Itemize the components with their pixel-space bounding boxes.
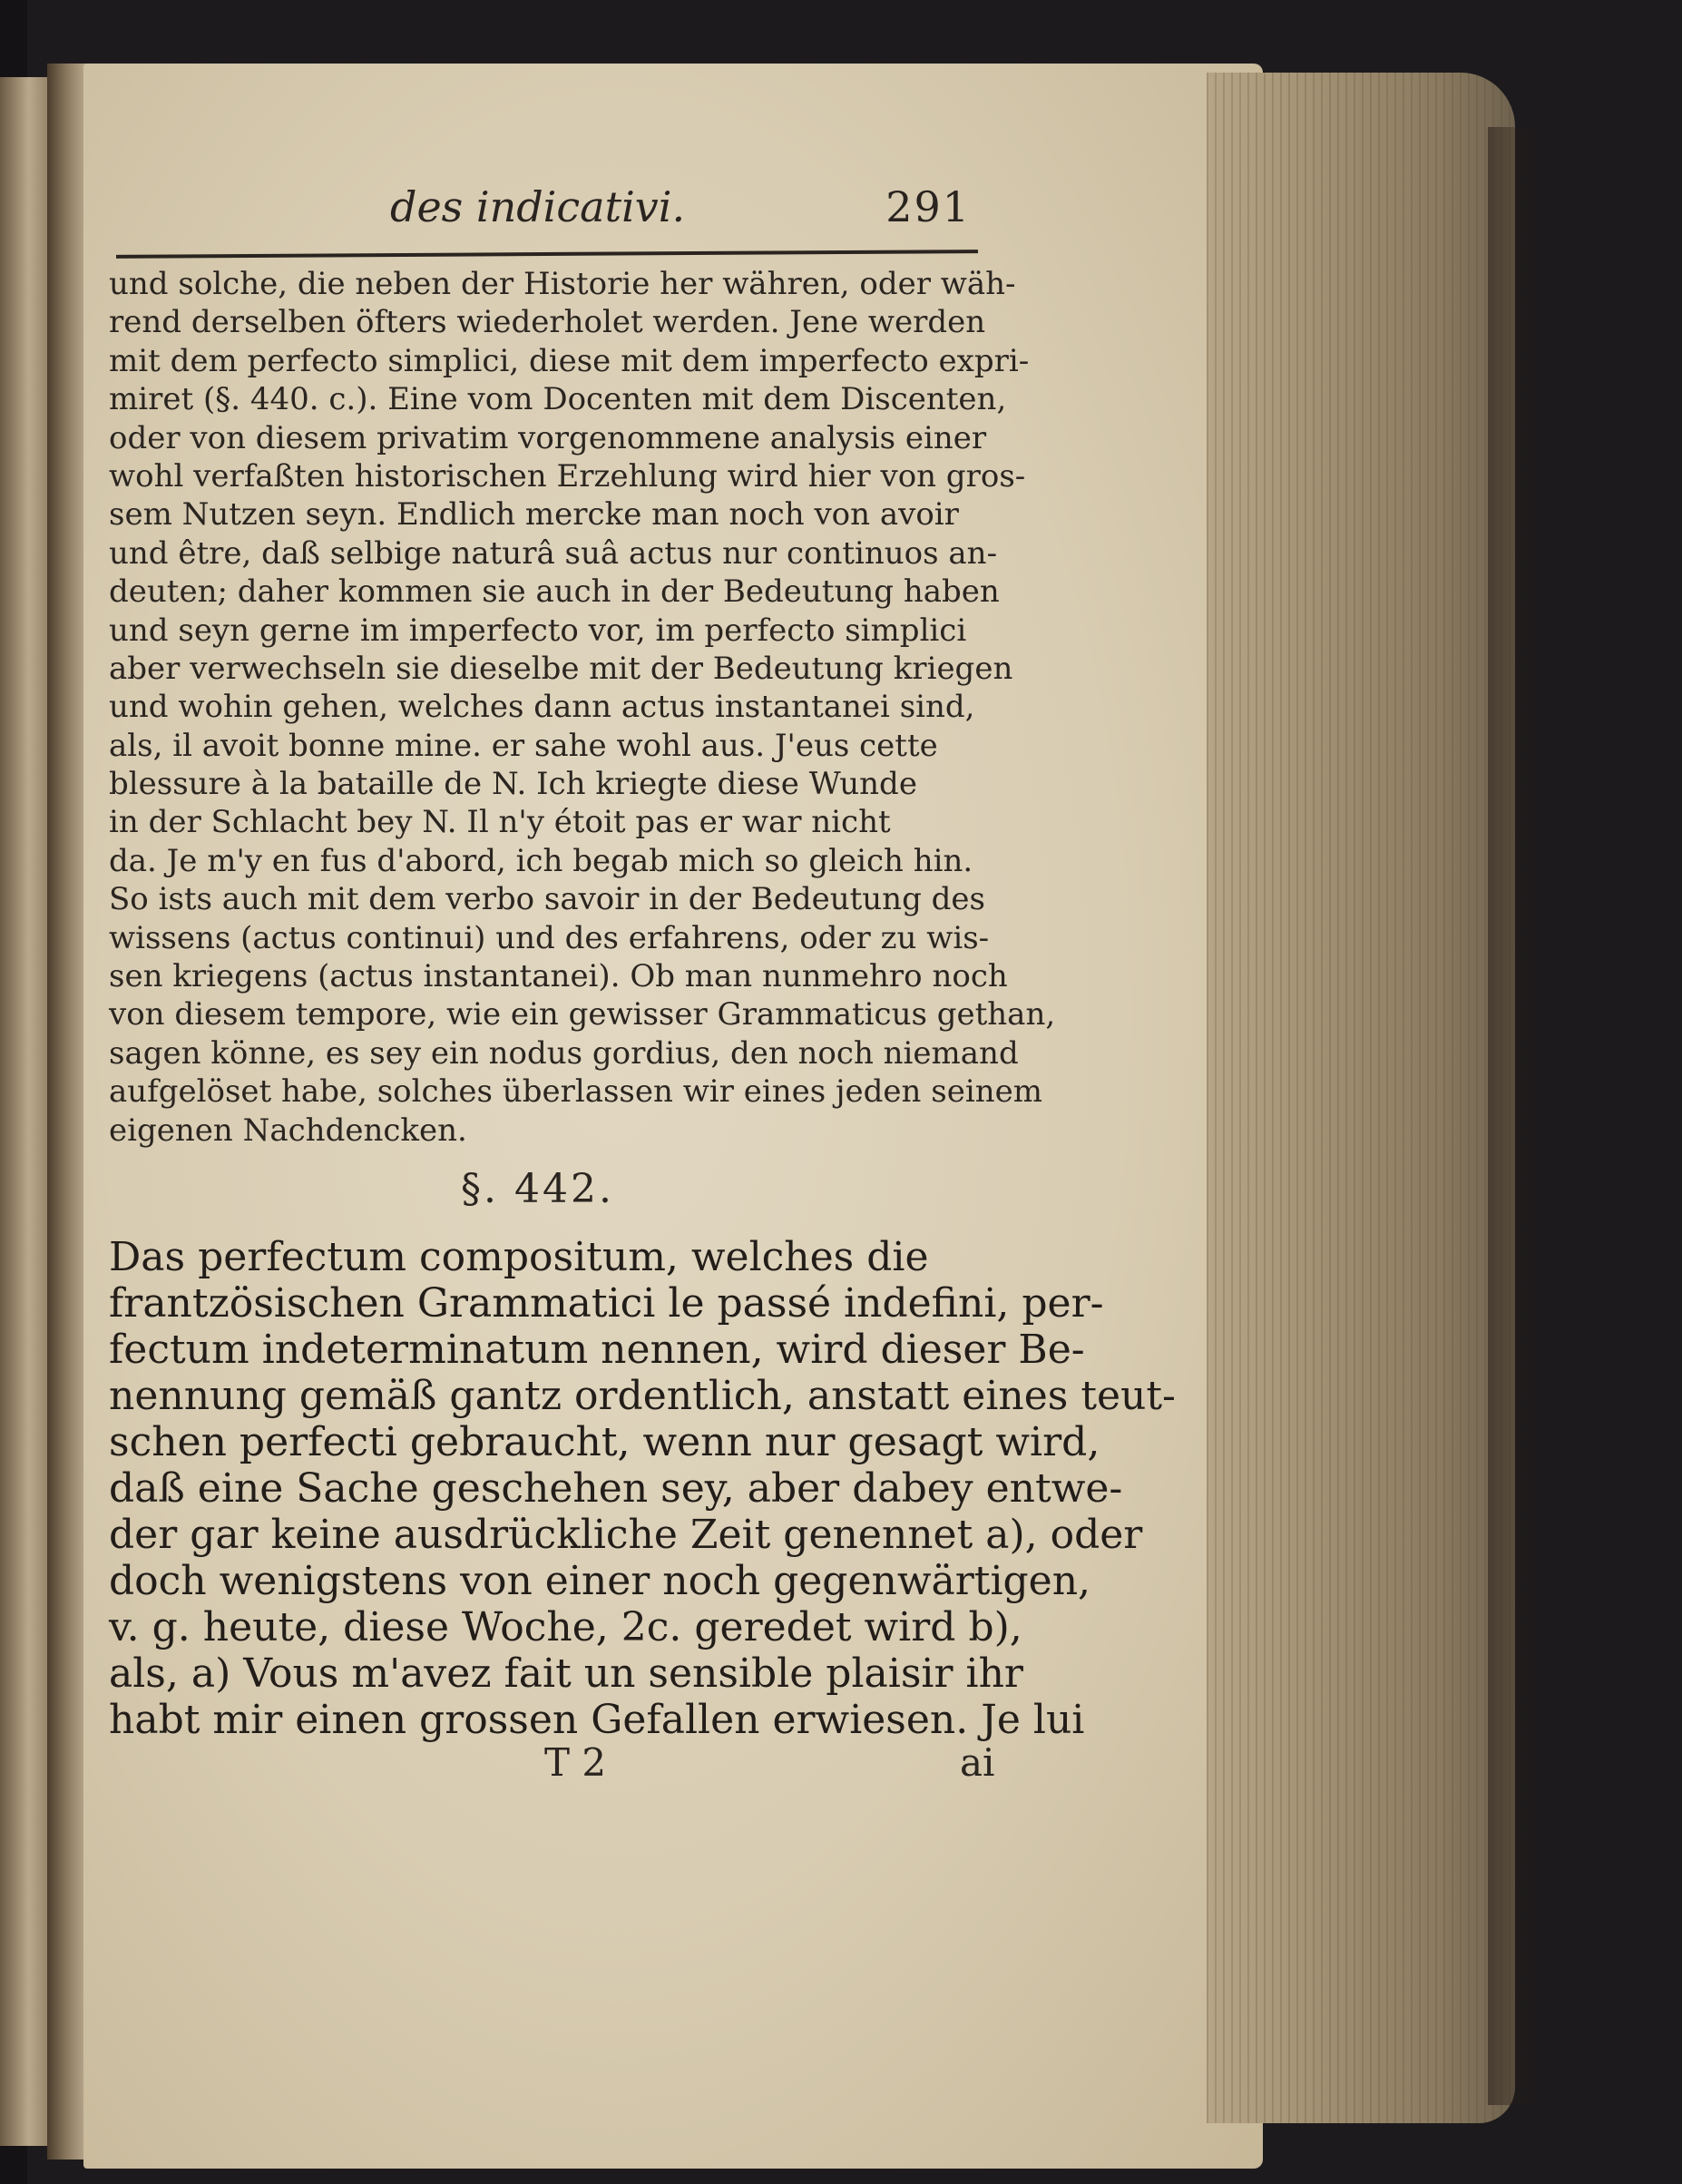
text-line: habt mir einen grossen Gefallen erwiesen. Je lui	[109, 1697, 1085, 1743]
text-line: nennung gemäß gantz ordentlich, anstatt eines teut-	[109, 1373, 1176, 1419]
text-line: sagen könne, es sey ein nodus gordius, den noch niemand	[109, 1034, 1019, 1072]
text-line: als, a) Vous m'avez fait un sensible plaisir ihr	[109, 1650, 1023, 1697]
text-line: sen kriegens (actus instantanei). Ob man nunmehro noch	[109, 958, 1008, 995]
text-line: von diesem tempore, wie ein gewisser Grammaticus gethan,	[109, 996, 1056, 1033]
page-stack-fore-edge	[1207, 73, 1515, 2123]
text-line: miret (§. 440. c.). Eine vom Docenten mit dem Discenten,	[109, 381, 1007, 418]
text-line: da. Je m'y en fus d'abord, ich begab mich so gleich hin.	[109, 842, 973, 879]
text-line: doch wenigstens von einer noch gegenwärtigen,	[109, 1558, 1091, 1604]
text-line: oder von diesem privatim vorgenommene analysis einer	[109, 419, 987, 456]
previous-page-edge	[0, 77, 53, 2146]
text-line: aufgelöset habe, solches überlassen wir eines jeden seinem	[109, 1073, 1042, 1111]
running-title: des indicativi.	[390, 182, 686, 231]
text-line: wissens (actus continui) und des erfahrens, oder zu wis-	[109, 919, 990, 956]
running-head	[118, 177, 989, 240]
text-line: Das perfectum compositum, welches die	[109, 1234, 929, 1280]
text-line: und seyn gerne im imperfecto vor, im perfecto simplici	[109, 612, 967, 649]
text-line: und wohin gehen, welches dann actus instantanei sind,	[109, 689, 975, 726]
text-line: als, il avoit bonne mine. er sahe wohl aus. J'eus cette	[109, 727, 938, 764]
text-line: frantzösischen Grammatici le passé indefini, per-	[109, 1280, 1104, 1327]
text-line: rend derselben öfters wiederholet werden. Jene werden	[109, 304, 986, 341]
catchword: ai	[960, 1740, 995, 1785]
text-line: schen perfecti gebraucht, wenn nur gesagt wird,	[109, 1419, 1100, 1465]
text-line: So ists auch mit dem verbo savoir in der Bedeutung des	[109, 881, 985, 918]
text-line: der gar keine ausdrückliche Zeit genennet a), oder	[109, 1512, 1143, 1558]
text-line: eigenen Nachdencken.	[109, 1112, 467, 1149]
text-line: blessure à la bataille de N. Ich kriegte diese Wunde	[109, 766, 917, 803]
paragraph-top	[109, 265, 1056, 1150]
text-line: v. g. heute, diese Woche, 2c. geredet wird b),	[109, 1604, 1022, 1650]
fore-edge-shadow	[1488, 127, 1542, 2105]
text-line: und solche, die neben der Historie her währen, oder wäh-	[109, 266, 1016, 302]
text-line: und être, daß selbige naturâ suâ actus nur continuos an-	[109, 534, 998, 572]
text-line: deuten; daher kommen sie auch in der Bedeutung haben	[109, 573, 1000, 611]
signature-mark: T 2	[544, 1740, 607, 1785]
text-line: fectum indeterminatum nennen, wird dieser Be-	[109, 1327, 1085, 1373]
text-line: in der Schlacht bey N. Il n'y étoit pas er war nicht	[109, 804, 891, 841]
paragraph-section	[109, 1234, 1176, 1743]
text-line: daß eine Sache geschehen sey, aber dabey entwe-	[109, 1465, 1123, 1512]
page-number: 291	[885, 182, 971, 231]
text-line: sem Nutzen seyn. Endlich mercke man noch von avoir	[109, 496, 959, 534]
text-line: wohl verfaßten historischen Erzehlung wird hier von gros-	[109, 457, 1026, 495]
section-heading: §. 442.	[461, 1166, 614, 1212]
text-line: mit dem perfecto simplici, diese mit dem imperfecto expri-	[109, 342, 1030, 379]
text-line: aber verwechseln sie dieselbe mit der Bedeutung kriegen	[109, 650, 1013, 687]
